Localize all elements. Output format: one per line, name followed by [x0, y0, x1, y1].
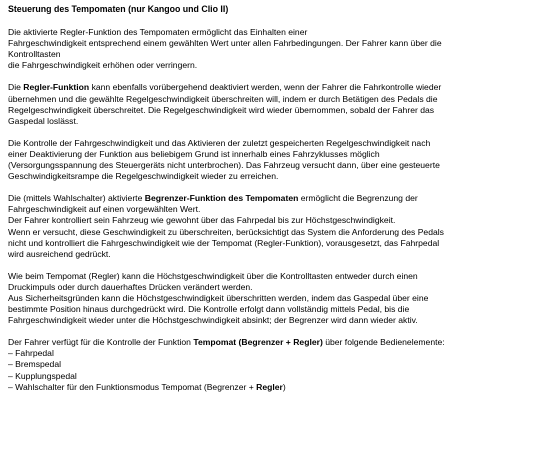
text-line: Fahrgeschwindigkeit entsprechend einem gewählten Wert unter allen Fahrbedingungen. Der Fahrer kann über die — [8, 38, 442, 49]
text-line: Wie beim Tempomat (Regler) kann die Höchstgeschwindigkeit über die Kontrolltasten entweder durch einen — [8, 270, 418, 281]
paragraph-speed-control — [8, 138, 548, 182]
text-line: (Versorgungsspannung des Steuergeräts nicht unterbrochen). Das Fahrzeug versucht dann, über eine gesteuerte — [8, 160, 440, 171]
bold-term: Regler-Funktion — [23, 82, 90, 93]
paragraph-regler-intro — [8, 27, 548, 71]
text-segment: – Wahlschalter für den Funktionsmodus Tempomat (Begrenzer + — [8, 381, 257, 392]
text-segment: Der Fahrer verfügt für die Kontrolle der Funktion — [8, 337, 194, 348]
text-line: Kontrolltasten — [8, 49, 61, 60]
paragraph-begrenzer — [8, 193, 548, 260]
text-line: einer Deaktivierung der Funktion aus beliebigem Grund ist innerhalb eines Fahrzyklusses möglich — [8, 148, 380, 159]
text-line: Fahrgeschwindigkeit auf einen vorgewählten Wert. — [8, 204, 201, 215]
text-segment: Die — [8, 82, 24, 93]
text-line: Die Kontrolle der Fahrgeschwindigkeit und das Aktivieren der zuletzt gespeicherten Regelgeschwindigkeit nach — [8, 137, 431, 148]
text-line — [8, 82, 548, 93]
list-item: – Kupplungspedal — [8, 370, 77, 381]
text-line: Gaspedal loslässt. — [8, 115, 79, 126]
bold-term: Begrenzer-Funktion des Tempomaten — [144, 193, 299, 204]
list-item: – Fahrpedal — [8, 348, 54, 359]
paragraph-max-speed — [8, 271, 548, 326]
text-line: Fahrgeschwindigkeit wieder unter die Höchstgeschwindigkeit absinkt; der Begrenzer wird dann wieder aktiv. — [8, 315, 418, 326]
text-line: Wenn er versucht, diese Geschwindigkeit zu überschreiten, berücksichtigt das System die Anforderung des Pedals — [8, 226, 444, 237]
text-segment: kann ebenfalls vorübergehend deaktiviert werden, wenn der Fahrer die Fahrkontrolle wieder — [89, 82, 442, 93]
text-line: Die aktivierte Regler-Funktion des Tempomaten ermöglicht das Einhalten einer — [8, 27, 308, 38]
paragraph-controls — [8, 337, 548, 392]
bold-term: Tempomat (Begrenzer + Regler) — [193, 337, 323, 348]
document-title: Steuerung des Tempomaten (nur Kangoo und Clio II) — [8, 4, 229, 14]
text-line: Aus Sicherheitsgründen kann die Höchstgeschwindigkeit überschritten werden, indem das Gaspedal über eine — [8, 292, 429, 303]
text-line: Der Fahrer kontrolliert sein Fahrzeug wie gewohnt über das Fahrpedal bis zur Höchstgeschwindigkeit. — [8, 215, 396, 226]
text-line: Regelgeschwindigkeit überschreitet. Die Regelgeschwindigkeit wird wieder übernommen, sobald der Fahrer das — [8, 104, 435, 115]
text-segment: Die (mittels Wahlschalter) aktivierte — [8, 193, 145, 204]
text-line: wird ausreichend gedrückt. — [8, 248, 111, 259]
paragraph-regler-deactivation — [8, 82, 548, 126]
text-segment: ) — [282, 381, 286, 392]
text-segment: über folgende Bedienelemente: — [322, 337, 445, 348]
text-line: nicht und kontrolliert die Fahrgeschwindigkeit wie der Tempomat (Regler-Funktion), vorausgesetzt, das Fahrpedal — [8, 237, 440, 248]
bold-term: Regler — [256, 381, 283, 392]
text-line: Geschwindigkeitsrampe die Regelgeschwindigkeit wieder zu erreichen. — [8, 171, 279, 182]
text-line — [8, 193, 548, 204]
text-line: Druckimpuls oder durch dauerhaftes Drücken verändert werden. — [8, 281, 253, 292]
text-line: bestimmte Position hinaus durchgedrückt wird. Die Kontrolle erfolgt dann vollständig mittels Pedal, bis die — [8, 304, 410, 315]
list-item — [8, 382, 548, 393]
text-segment: ermöglicht die Begrenzung der — [298, 193, 418, 204]
text-line — [8, 337, 548, 348]
text-line: übernehmen und die gewählte Regelgeschwindigkeit überschreiten will, indem er durch Betätigen des Pedals die — [8, 93, 438, 104]
document-page — [8, 4, 548, 404]
text-line: die Fahrgeschwindigkeit erhöhen oder verringern. — [8, 60, 198, 71]
list-item: – Bremspedal — [8, 359, 62, 370]
